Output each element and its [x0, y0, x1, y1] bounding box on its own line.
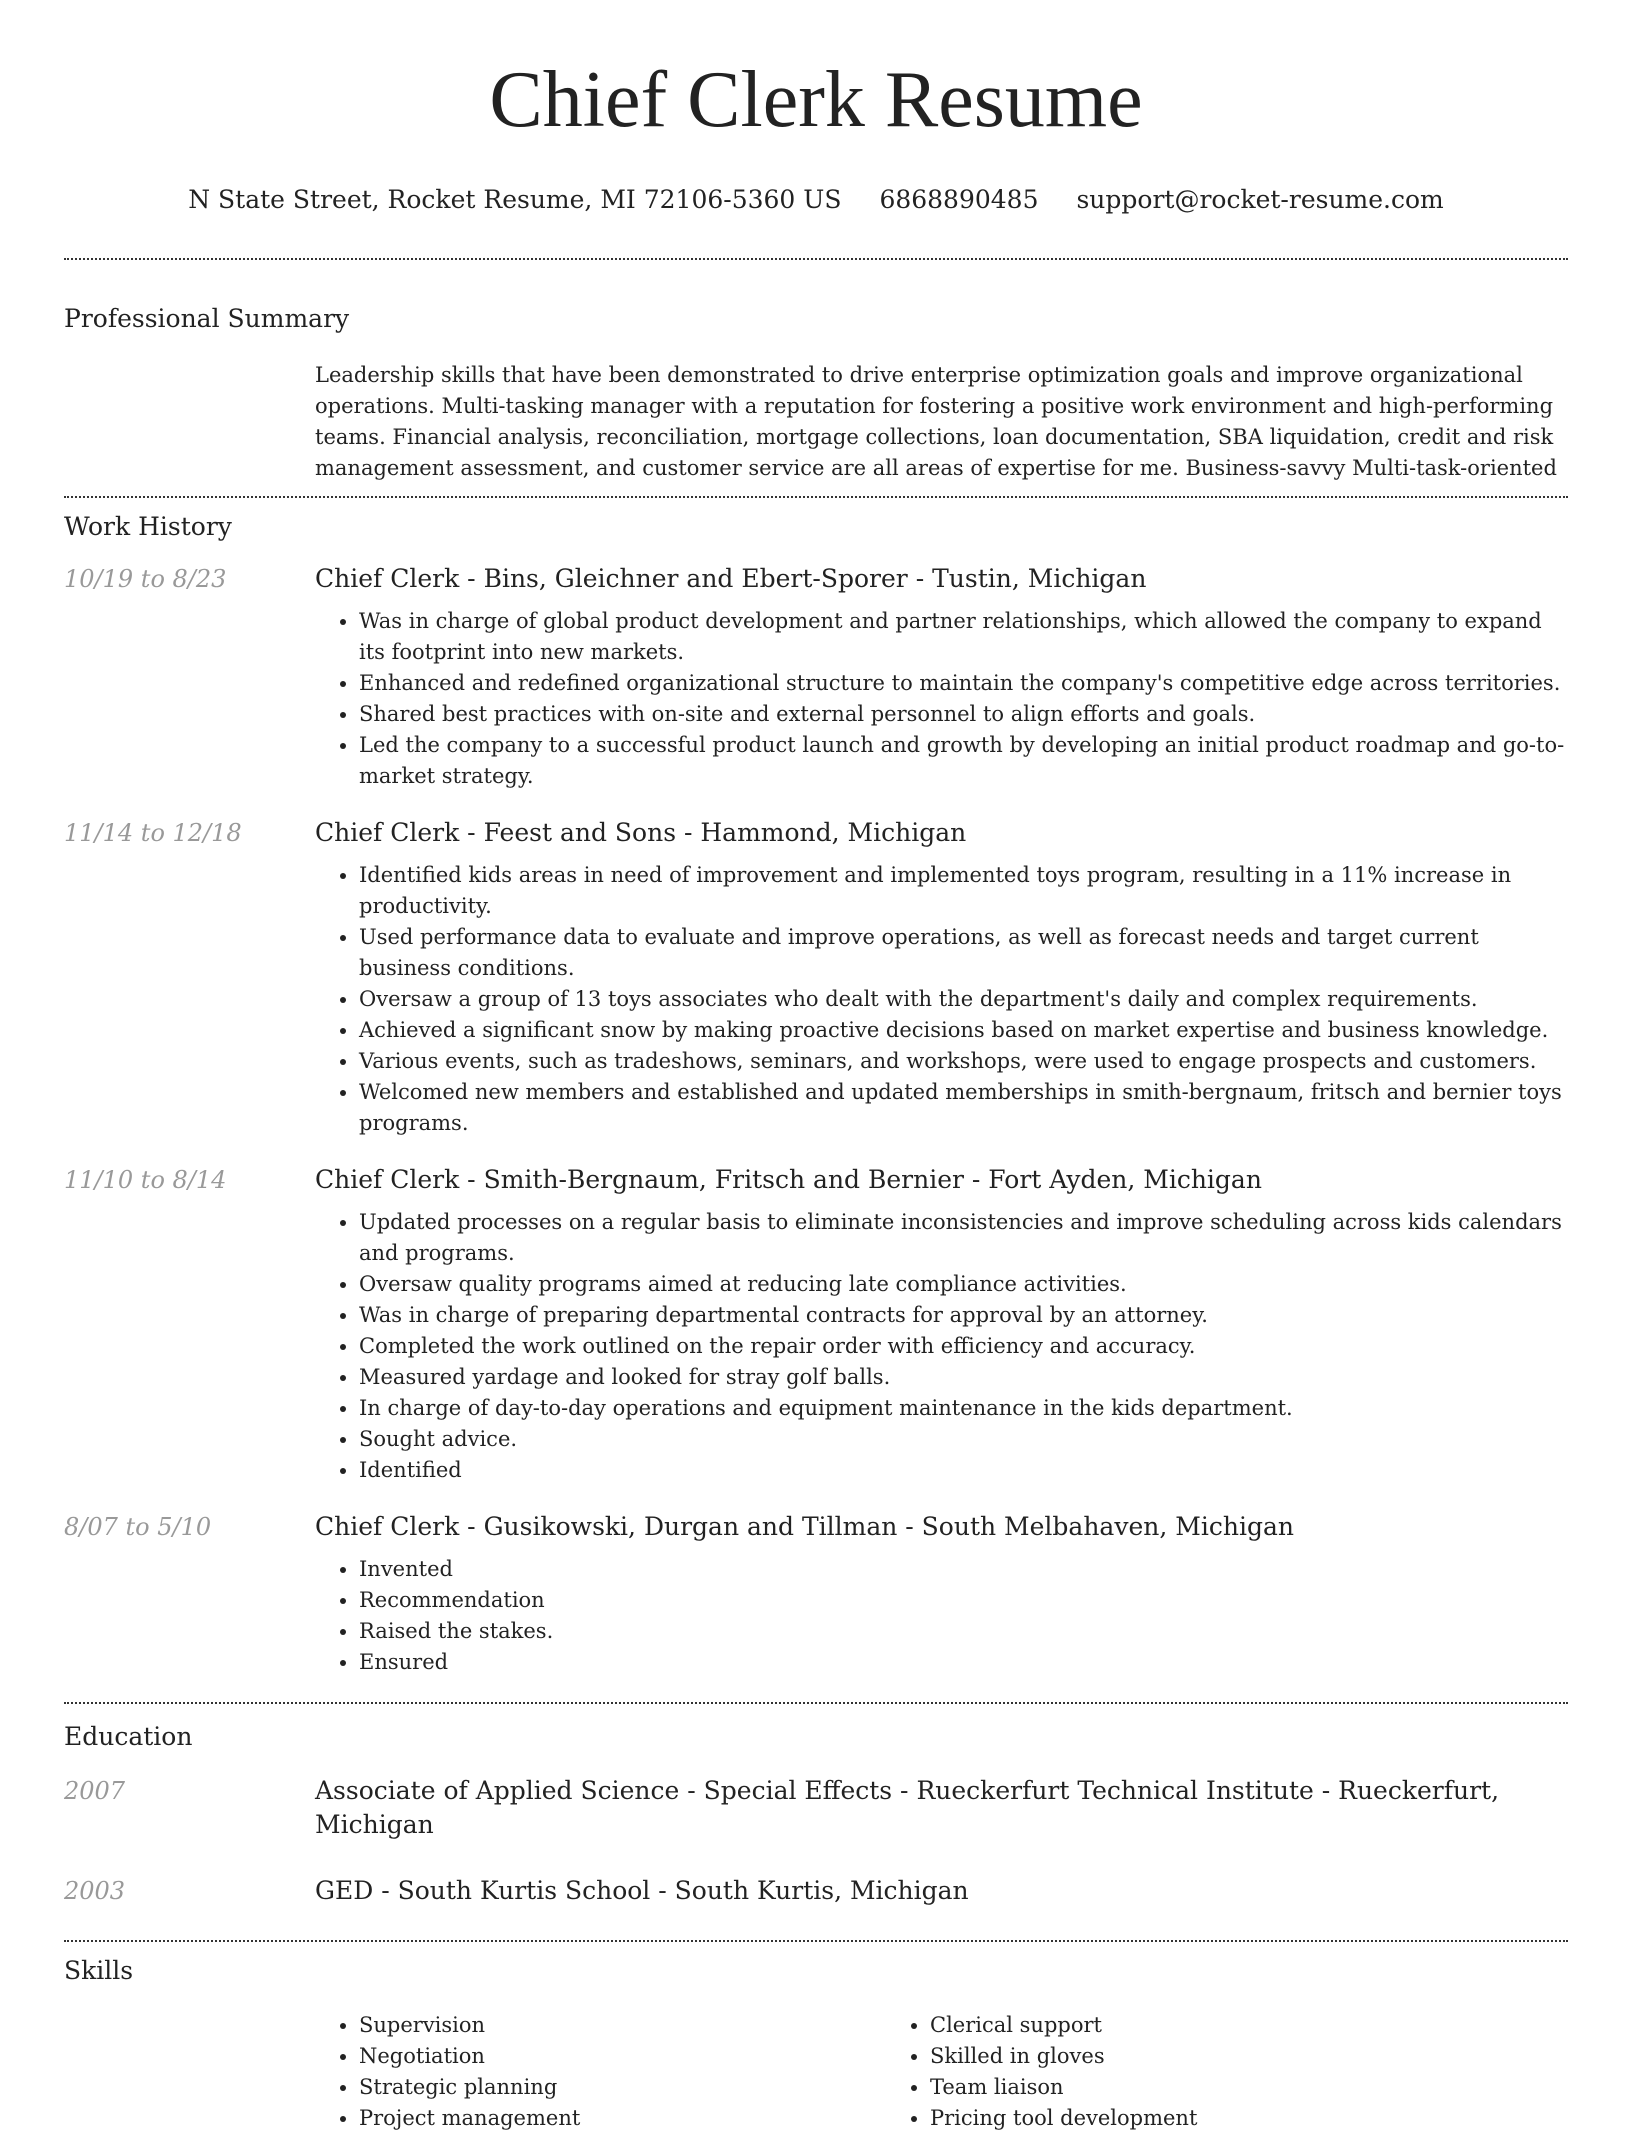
job-bullet: • Invented [359, 1554, 1568, 1585]
job-bullet: • Sought advice. [359, 1424, 1568, 1455]
job-bullet: • Measured yardage and looked for stray golf balls. [359, 1362, 1568, 1393]
job-entry [64, 1163, 1568, 1486]
job-body [315, 1510, 1568, 1678]
work-history-list [64, 562, 1568, 1678]
contact-address: N State Street, Rocket Resume, MI 72106-5360 US [188, 185, 842, 214]
job-dates: 8/07 to 5/10 [64, 1513, 212, 1541]
job-dates: 11/14 to 12/18 [64, 819, 242, 847]
job-bullets [315, 606, 1568, 792]
job-dates: 11/10 to 8/14 [64, 1166, 227, 1194]
job-bullets [315, 1554, 1568, 1678]
job-bullet: • Completed the work outlined on the repair order with efficiency and accuracy. [359, 1331, 1568, 1362]
job-bullet: • Welcomed new members and established and updated memberships in smith-bergnaum, fritsch and bernier toys programs. [359, 1077, 1568, 1139]
job-body [315, 562, 1568, 792]
skill-item: • Clerical support [930, 2010, 1457, 2041]
job-heading: Chief Clerk - Feest and Sons - Hammond, Michigan [315, 818, 967, 847]
job-bullet: • Led the company to a successful product launch and growth by developing an initial product roadmap and go-to-market strategy. [359, 730, 1568, 792]
job-bullets [315, 1207, 1568, 1486]
skills-column-right [886, 2010, 1457, 2134]
skill-item: • Strategic planning [359, 2072, 886, 2103]
education-heading: GED - South Kurtis School - South Kurtis, Michigan [315, 1876, 969, 1905]
skill-item: • Supervision [359, 2010, 886, 2041]
job-bullet: • Used performance data to evaluate and improve operations, as well as forecast needs and target current business conditions. [359, 922, 1568, 984]
job-bullets [315, 860, 1568, 1139]
education-year: 2003 [64, 1877, 126, 1905]
education-heading: Associate of Applied Science - Special Effects - Rueckerfurt Technical Institute - Rueckerfurt, Michigan [315, 1776, 1500, 1839]
skills-list [315, 2010, 1568, 2134]
skill-item: • Skilled in gloves [930, 2041, 1457, 2072]
section-divider [64, 1702, 1568, 1704]
education-list [64, 1774, 1568, 1908]
job-bullet: • Identified kids areas in need of improvement and implemented toys program, resulting in a 11% increase in productivity. [359, 860, 1568, 922]
skill-item: • Negotiation [359, 2041, 886, 2072]
job-bullet: • Recommendation [359, 1585, 1568, 1616]
job-entry [64, 1510, 1568, 1678]
job-dates: 10/19 to 8/23 [64, 565, 227, 593]
section-divider [64, 1940, 1568, 1942]
summary-heading: Professional Summary [64, 304, 350, 333]
job-bullet: • Updated processes on a regular basis to eliminate inconsistencies and improve scheduling across kids calendars and programs. [359, 1207, 1568, 1269]
job-bullet: • Various events, such as tradeshows, seminars, and workshops, were used to engage prospects and customers. [359, 1046, 1568, 1077]
job-bullet: • Enhanced and redefined organizational structure to maintain the company's competitive edge across territories. [359, 668, 1568, 699]
education-year: 2007 [64, 1777, 126, 1805]
job-bullet: • Achieved a significant snow by making proactive decisions based on market expertise and business knowledge. [359, 1015, 1568, 1046]
skill-item: • Project management [359, 2103, 886, 2134]
education-entry [64, 1874, 1568, 1908]
job-heading: Chief Clerk - Gusikowski, Durgan and Tillman - South Melbahaven, Michigan [315, 1512, 1294, 1541]
job-bullet: • Was in charge of global product development and partner relationships, which allowed the company to expand its footprint into new markets. [359, 606, 1568, 668]
job-heading: Chief Clerk - Bins, Gleichner and Ebert-Sporer - Tustin, Michigan [315, 564, 1147, 593]
job-bullet: • In charge of day-to-day operations and equipment maintenance in the kids department. [359, 1393, 1568, 1424]
education-entry [64, 1774, 1568, 1842]
job-body [315, 1163, 1568, 1486]
job-bullet: • Oversaw quality programs aimed at reducing late compliance activities. [359, 1269, 1568, 1300]
job-bullet: • Identified [359, 1455, 1568, 1486]
job-bullet: • Oversaw a group of 13 toys associates who dealt with the department's daily and complex requirements. [359, 984, 1568, 1015]
work-history-heading: Work History [64, 512, 232, 541]
job-bullet: • Raised the stakes. [359, 1616, 1568, 1647]
job-heading: Chief Clerk - Smith-Bergnaum, Fritsch and Bernier - Fort Ayden, Michigan [315, 1165, 1262, 1194]
contact-line [64, 184, 1568, 216]
contact-phone: 6868890485 [879, 185, 1039, 214]
section-divider [64, 258, 1568, 260]
skill-item: • Pricing tool development [930, 2103, 1457, 2134]
contact-email: support@rocket-resume.com [1076, 185, 1444, 214]
summary-text: Leadership skills that have been demonstrated to drive enterprise optimization goals and improve organizational operations. Multi-tasking manager with a reputation for fostering a positive work environment and high-performing teams. Financial analysis, reconciliation, mortgage collections, loan documentation, SBA liquidation, credit and risk management assessment, and customer service are all areas of expertise for me. Business-savvy Multi-task-oriented [315, 363, 1557, 480]
job-body [315, 816, 1568, 1139]
education-heading: Education [64, 1722, 193, 1751]
job-entry [64, 816, 1568, 1139]
section-divider [64, 496, 1568, 498]
job-bullet: • Was in charge of preparing departmental contracts for approval by an attorney. [359, 1300, 1568, 1331]
job-bullet: • Shared best practices with on-site and external personnel to align efforts and goals. [359, 699, 1568, 730]
skills-column-left [315, 2010, 886, 2134]
job-bullet: • Ensured [359, 1647, 1568, 1678]
skill-item: • Team liaison [930, 2072, 1457, 2103]
skills-heading: Skills [64, 1956, 134, 1985]
job-entry [64, 562, 1568, 792]
resume-title: Chief Clerk Resume [489, 56, 1143, 144]
